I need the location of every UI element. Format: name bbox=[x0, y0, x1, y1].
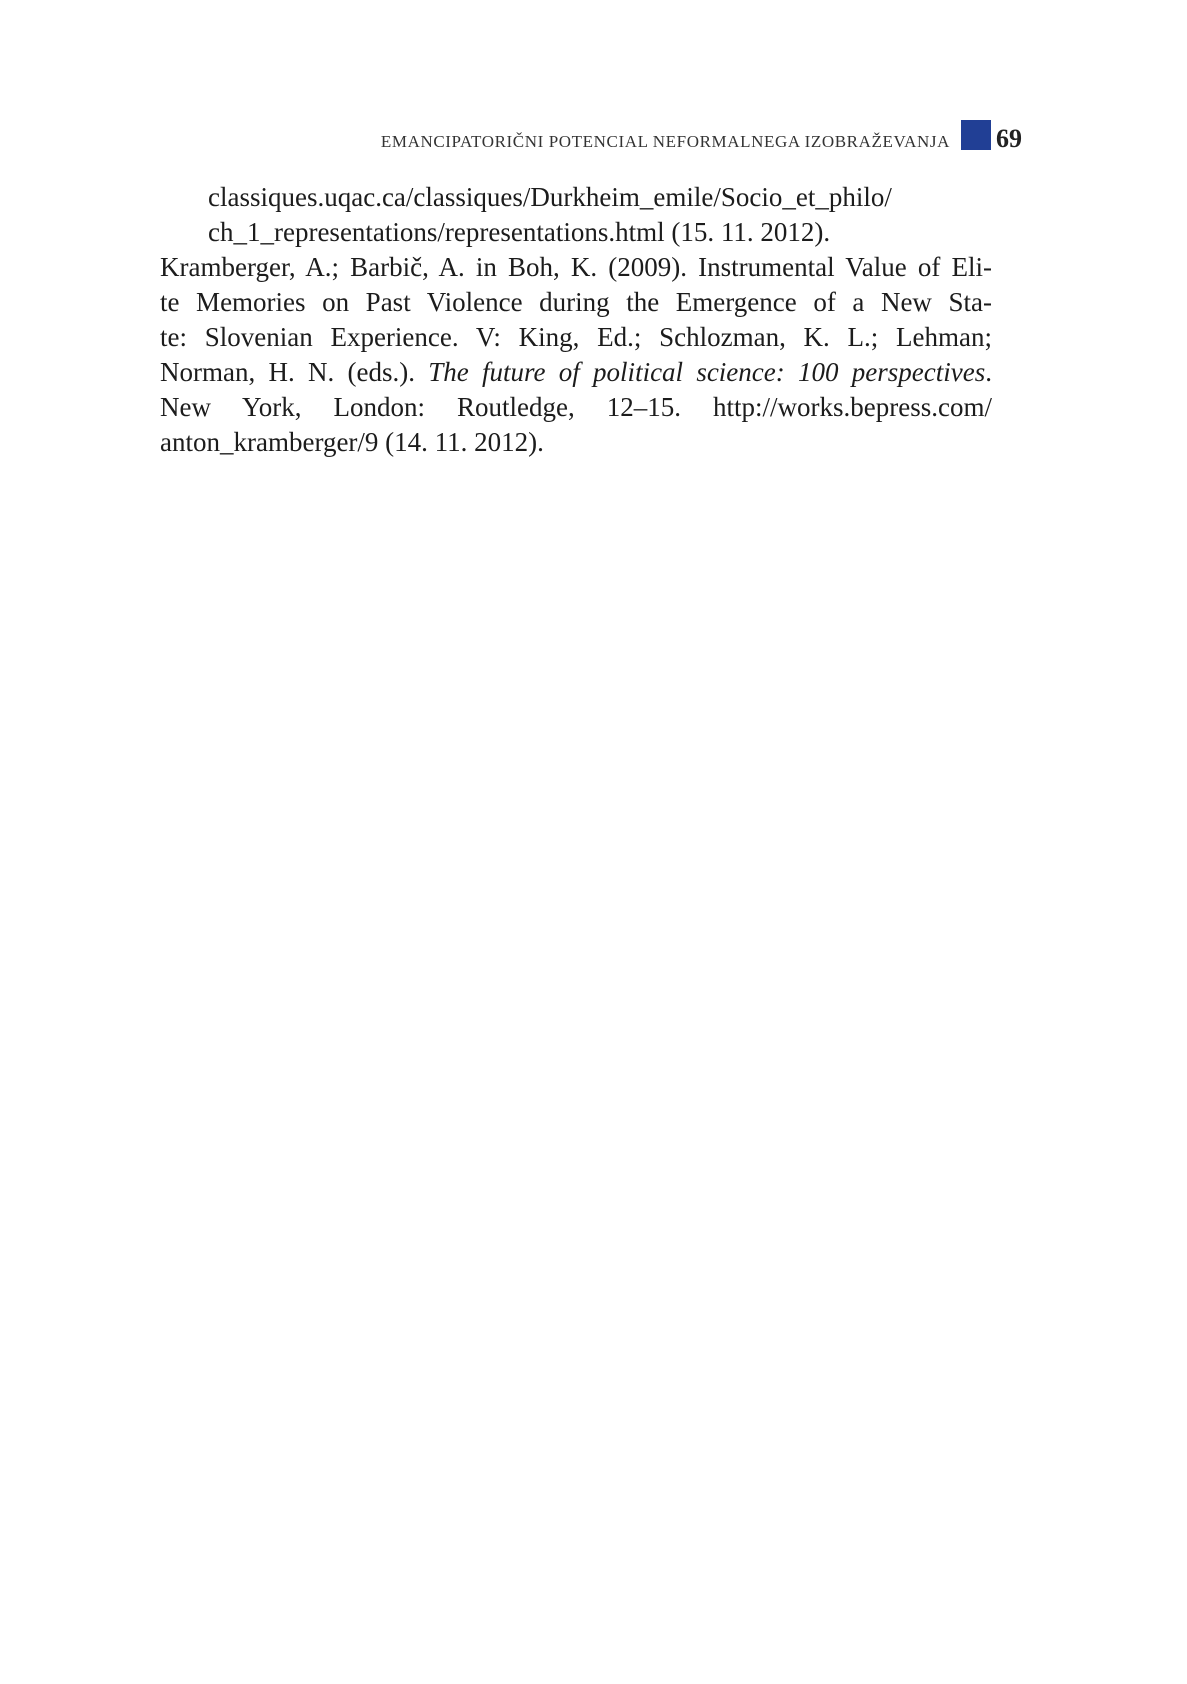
accent-square-icon bbox=[961, 120, 991, 150]
reference-line: Kramberger, A.; Barbič, A. in Boh, K. (2009). Instrumental Value of Eli- bbox=[160, 252, 992, 282]
reference-line: ch_1_representations/representations.html (15. 11. 2012). bbox=[208, 217, 831, 247]
reference-line: New York, London: Routledge, 12–15. http://works.bepress.com/ bbox=[160, 392, 992, 422]
reference-line: anton_kramberger/9 (14. 11. 2012). bbox=[160, 427, 544, 457]
reference-kramberger bbox=[160, 250, 992, 460]
reference-line: te: Slovenian Experience. V: King, Ed.; Schlozman, K. L.; Lehman; bbox=[160, 322, 992, 352]
reference-text: Norman, H. N. (eds.). bbox=[160, 357, 429, 387]
reference-list bbox=[160, 180, 992, 460]
reference-text: . bbox=[985, 357, 992, 387]
reference-line-title bbox=[160, 355, 992, 390]
reference-line: te Memories on Past Violence during the Emergence of a New Sta- bbox=[160, 287, 992, 317]
page-number: 69 bbox=[996, 124, 1022, 153]
running-title: EMANCIPATORIČNI POTENCIAL NEFORMALNEGA IZOBRAŽEVANJA bbox=[380, 132, 950, 151]
reference-continuation bbox=[160, 180, 992, 250]
book-title: The future of political science: 100 perspectives bbox=[428, 357, 986, 387]
running-header bbox=[0, 120, 1030, 160]
reference-line: classiques.uqac.ca/classiques/Durkheim_emile/Socio_et_philo/ bbox=[208, 182, 892, 212]
